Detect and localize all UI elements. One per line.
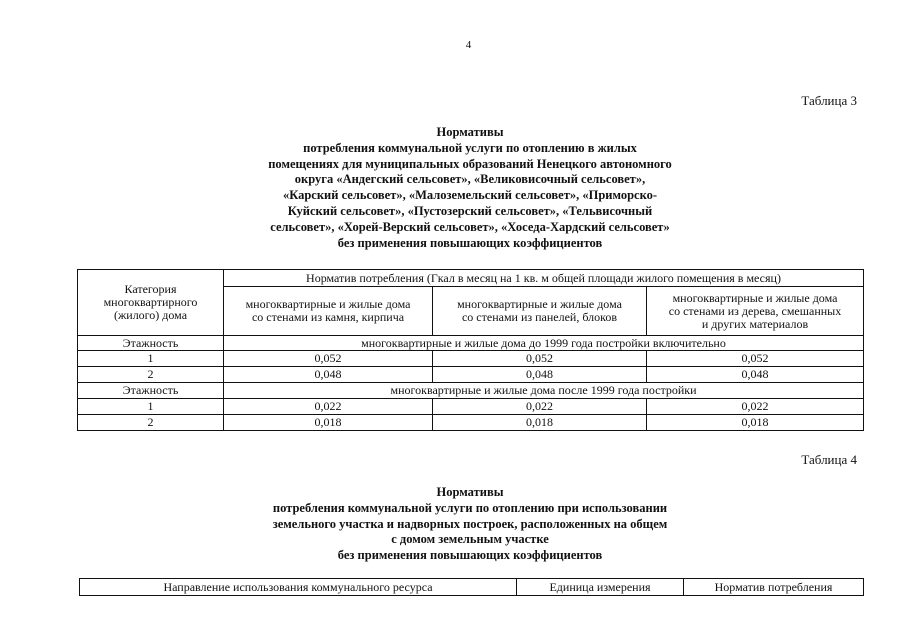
value-cell: 0,052	[647, 351, 864, 367]
table-row	[78, 351, 864, 367]
subcol-header-panel: многоквартирные и жилые дома со стенами из панелей, блоков	[433, 287, 647, 336]
page-number: 4	[465, 39, 472, 51]
value-cell: 0,022	[224, 399, 433, 415]
table-row	[78, 399, 864, 415]
value-cell: 0,048	[647, 367, 864, 383]
value-cell: 0,018	[647, 415, 864, 431]
heading-line: Нормативы	[436, 125, 504, 139]
floors-cell: 2	[78, 415, 224, 431]
heading-line: без применения повышающих коэффициентов	[337, 235, 603, 250]
heading-line: земельного участка и надворных построек, расположенных на общем	[272, 516, 668, 531]
value-cell: 0,052	[433, 351, 647, 367]
heading-line: сельсовет», «Хорей-Верский сельсовет», «Хоседа-Хардский сельсовет»	[270, 219, 670, 234]
category-header: Категория многоквартирного (жилого) дома	[78, 270, 224, 336]
heading-line: «Карский сельсовет», «Малоземельский сельсовет», «Приморско-	[282, 188, 658, 203]
floors-cell: 2	[78, 367, 224, 383]
value-cell: 0,022	[433, 399, 647, 415]
unit-header: Единица измерения	[517, 579, 684, 596]
table4-label: Таблица 4	[801, 452, 857, 467]
table4	[79, 578, 864, 596]
value-cell: 0,052	[224, 351, 433, 367]
heading-line: без применения повышающих коэффициентов	[337, 548, 603, 563]
floors-label: Этажность	[78, 383, 224, 399]
table-row	[78, 367, 864, 383]
table3-heading	[190, 125, 750, 251]
floors-cell: 1	[78, 399, 224, 415]
heading-line: Нормативы	[436, 485, 504, 499]
table4-heading	[190, 485, 750, 564]
value-cell: 0,018	[224, 415, 433, 431]
table3-label: Таблица 3	[801, 93, 857, 108]
norm-header: Норматив потребления	[684, 579, 864, 596]
value-cell: 0,018	[433, 415, 647, 431]
floors-cell: 1	[78, 351, 224, 367]
table-row	[78, 415, 864, 431]
heading-line: потребления коммунальной услуги по отоплению при использовании	[272, 500, 668, 515]
heading-line: потребления коммунальной услуги по отоплению в жилых	[303, 140, 637, 155]
direction-header: Направление использования коммунального ресурса	[80, 579, 517, 596]
value-cell: 0,022	[647, 399, 864, 415]
subcol-header-wood: многоквартирные и жилые дома со стенами из дерева, смешанных и других материалов	[647, 287, 864, 336]
table3	[77, 269, 864, 431]
heading-line: помещениях для муниципальных образований Ненецкого автономного	[268, 156, 672, 171]
section-title: многоквартирные и жилые дома до 1999 года постройки включительно	[224, 336, 864, 351]
subcol-header-stone: многоквартирные и жилые дома со стенами из камня, кирпича	[224, 287, 433, 336]
floors-label: Этажность	[78, 336, 224, 351]
section-title: многоквартирные и жилые дома после 1999 года постройки	[224, 383, 864, 399]
norm-header: Норматив потребления (Гкал в месяц на 1 кв. м общей площади жилого помещения в месяц)	[224, 270, 864, 287]
value-cell: 0,048	[224, 367, 433, 383]
value-cell: 0,048	[433, 367, 647, 383]
heading-line: округа «Андегский сельсовет», «Великовисочный сельсовет»,	[294, 172, 646, 187]
heading-line: Куйский сельсовет», «Пустозерский сельсовет», «Тельвисочный	[287, 203, 653, 218]
heading-line: с домом земельным участке	[391, 532, 549, 547]
